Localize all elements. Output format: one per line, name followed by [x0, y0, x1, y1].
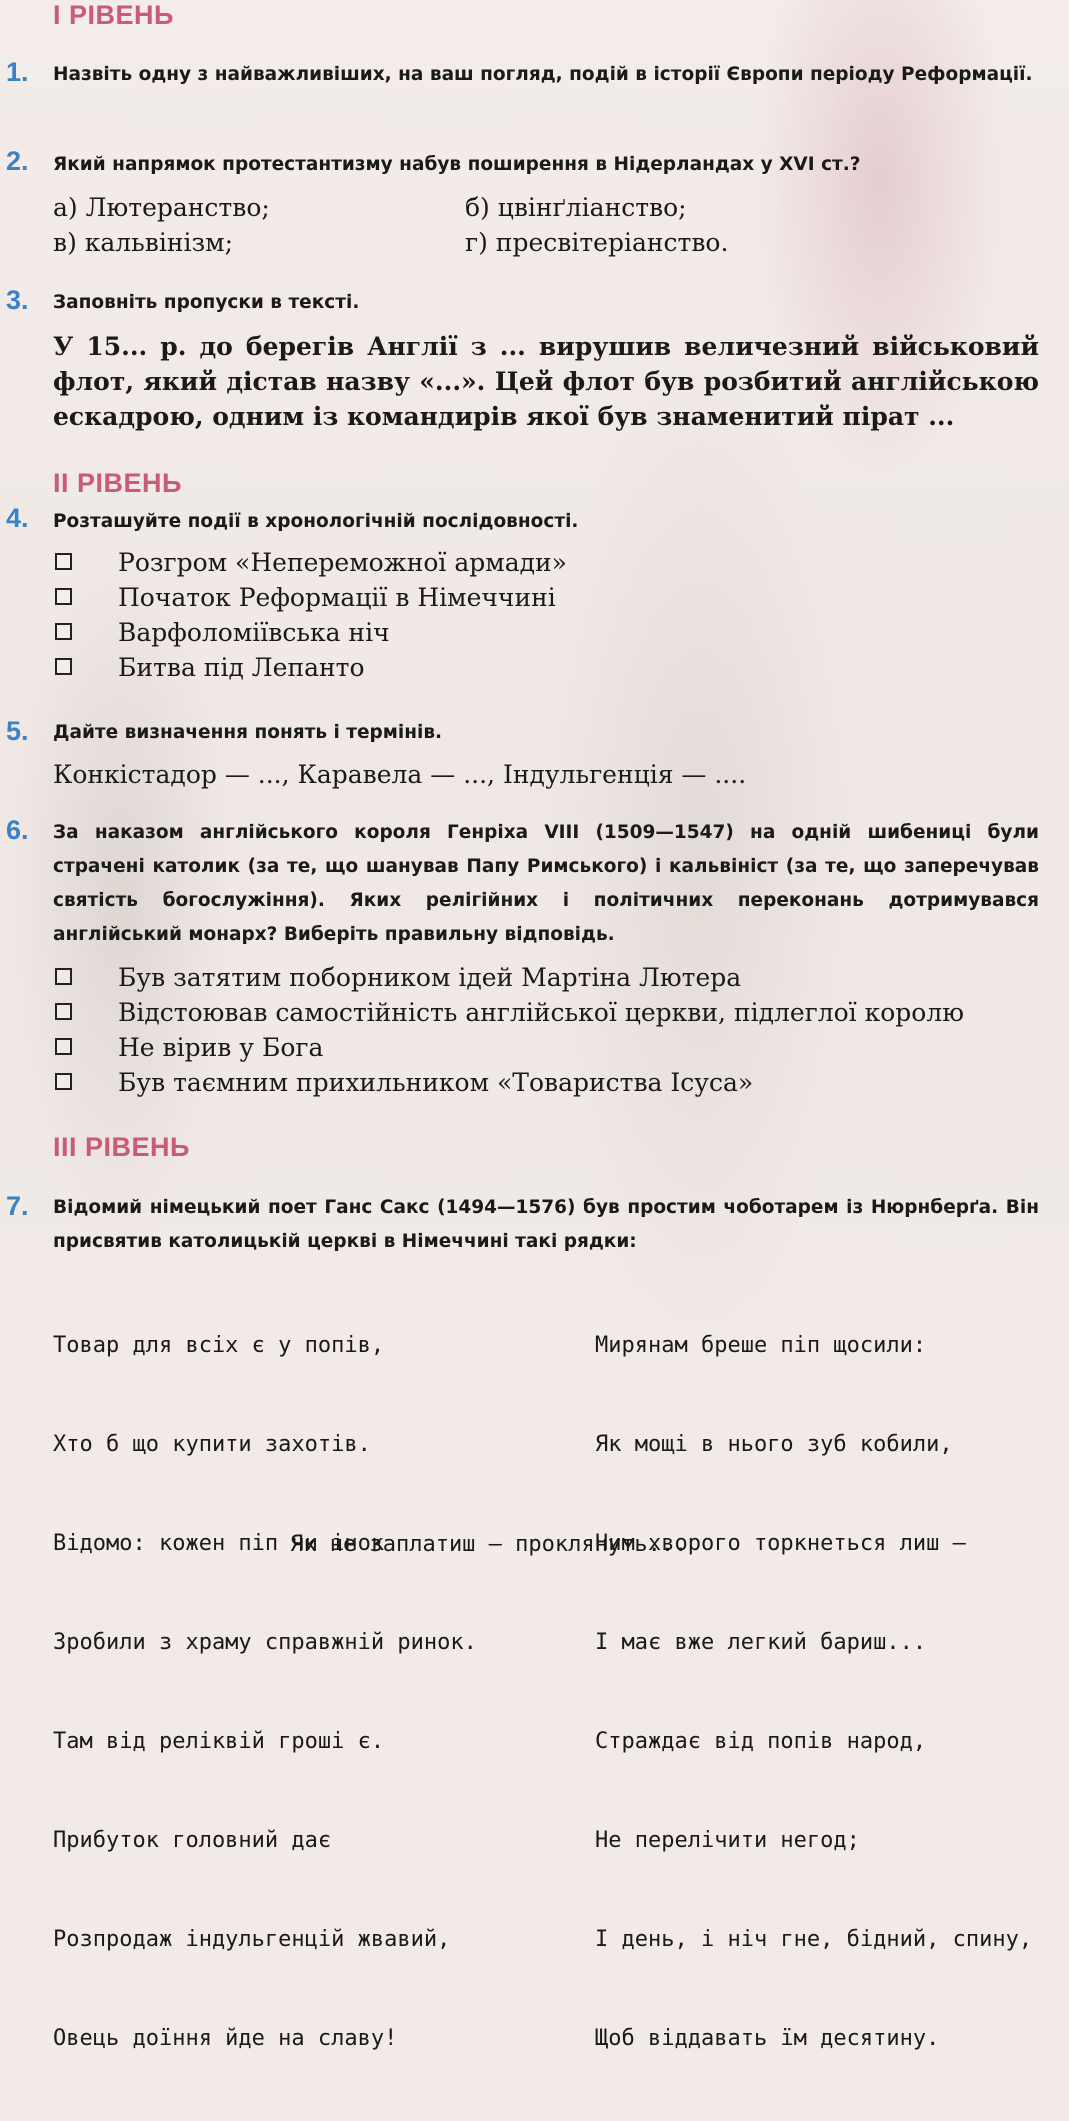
checkbox[interactable]	[55, 1073, 72, 1090]
question-4-number: 4.	[6, 503, 29, 533]
question-3-text: Заповніть пропуски в тексті.	[53, 292, 360, 313]
question-1-text: Назвіть одну з найважливіших, на ваш погляд, подій в історії Європи періоду Реформації.	[53, 64, 1033, 85]
question-6-item-label: Не вірив у Бога	[118, 1033, 324, 1062]
question-5-text: Дайте визначення понять і термінів.	[53, 722, 443, 743]
poem-line: Зробили з храму справжній ринок.	[53, 1630, 477, 1655]
checkbox[interactable]	[55, 553, 72, 570]
question-2-option-d: г) пресвітеріанство.	[465, 228, 729, 257]
question-1-number: 1.	[6, 57, 29, 87]
poem-line: Як мощі в нього зуб кобили,	[595, 1432, 953, 1457]
checkbox[interactable]	[55, 968, 72, 985]
checkbox[interactable]	[55, 658, 72, 675]
question-6-number: 6.	[6, 815, 29, 845]
question-3-number: 3.	[6, 285, 29, 315]
poem-line: Там від реліквій гроші є.	[53, 1729, 385, 1754]
level-2-heading: ІІ РІВЕНЬ	[53, 468, 182, 498]
question-4-item-label: Початок Реформації в Німеччині	[118, 583, 556, 612]
question-2-text: Який напрямок протестантизму набув поширення в Нідерландах у XVI ст.?	[53, 154, 861, 175]
question-4-item-label: Розгром «Непереможної армади»	[118, 548, 567, 577]
poem-line: Прибуток головний дає	[53, 1828, 332, 1853]
checkbox[interactable]	[55, 1003, 72, 1020]
poem-line: Не перелічити негод;	[595, 1828, 860, 1853]
poem-line: І день, і ніч гне, бідний, спину,	[595, 1927, 1033, 1952]
poem-line: Відомо: кожен піп чи інок	[53, 1531, 385, 1556]
poem-line: Щоб віддавать їм десятину.	[595, 2026, 940, 2051]
question-2-option-b: б) цвінґліанство;	[465, 193, 687, 222]
question-2-option-a: а) Лютеранство;	[53, 193, 270, 222]
question-4-item-label: Варфоломіївська ніч	[118, 618, 390, 647]
question-7-number: 7.	[6, 1191, 29, 1221]
poem-line: Розпродаж індульгенцій жвавий,	[53, 1927, 451, 1952]
poem-line: Мирянам бреше піп щосили:	[595, 1333, 927, 1358]
question-6-item-label: Відстоював самостійність англійської церкви, підлеглої королю	[118, 998, 964, 1027]
question-4-item-label: Битва під Лепанто	[118, 653, 365, 682]
question-5-number: 5.	[6, 716, 29, 746]
question-6-item-label: Був таємним прихильником «Товариства Ісуса»	[118, 1068, 754, 1097]
poem-line: Овець доїння йде на славу!	[53, 2026, 398, 2051]
poem-line: Товар для всіх є у попів,	[53, 1333, 385, 1358]
checkbox[interactable]	[55, 623, 72, 640]
question-2-number: 2.	[6, 146, 29, 176]
poem-line: Страждає від попів народ,	[595, 1729, 927, 1754]
poem-right-column	[595, 1263, 1032, 2121]
question-2-option-c: в) кальвінізм;	[53, 228, 234, 257]
poem-line: Ним хворого торкнеться лиш —	[595, 1531, 966, 1556]
poem-final-line: Як не заплатиш — проклянуть...	[290, 1532, 688, 1557]
poem-line: І має вже легкий бариш...	[595, 1630, 927, 1655]
level-3-heading: ІІІ РІВЕНЬ	[53, 1132, 190, 1162]
question-7-text: Відомий німецький поет Ганс Сакс (1494—1576) був простим чоботарем із Нюрнберґа. Він присвятив католицькій церкві в Німеччині такі рядки:	[53, 1197, 1039, 1252]
question-3-body: У 15... р. до берегів Англії з ... вирушив величезний військовий флот, який дістав назву «...». Цей флот був розбитий англійською ескадрою, одним із командирів якої був знаменитий пірат ...	[53, 332, 1039, 431]
question-6-text: За наказом англійського короля Генріха VIII (1509—1547) на одній шибениці були страчені католик (за те, що шанував Папу Римського) і кальвініст (за те, що заперечував святість богослужіння). Яких релігійних і політичних переконань дотримувався англійський монарх? Виберіть правильну відповідь.	[53, 822, 1039, 945]
poem-left-column	[53, 1263, 477, 2121]
checkbox[interactable]	[55, 588, 72, 605]
question-6-item-label: Був затятим поборником ідей Мартіна Лютера	[118, 963, 742, 992]
checkbox[interactable]	[55, 1038, 72, 1055]
level-1-heading: І РІВЕНЬ	[53, 0, 174, 30]
question-4-text: Розташуйте події в хронологічній послідовності.	[53, 511, 579, 532]
question-5-body: Конкістадор — ..., Каравела — ..., Індульгенція — ....	[53, 760, 747, 789]
poem-line: Хто б що купити захотів.	[53, 1432, 371, 1457]
